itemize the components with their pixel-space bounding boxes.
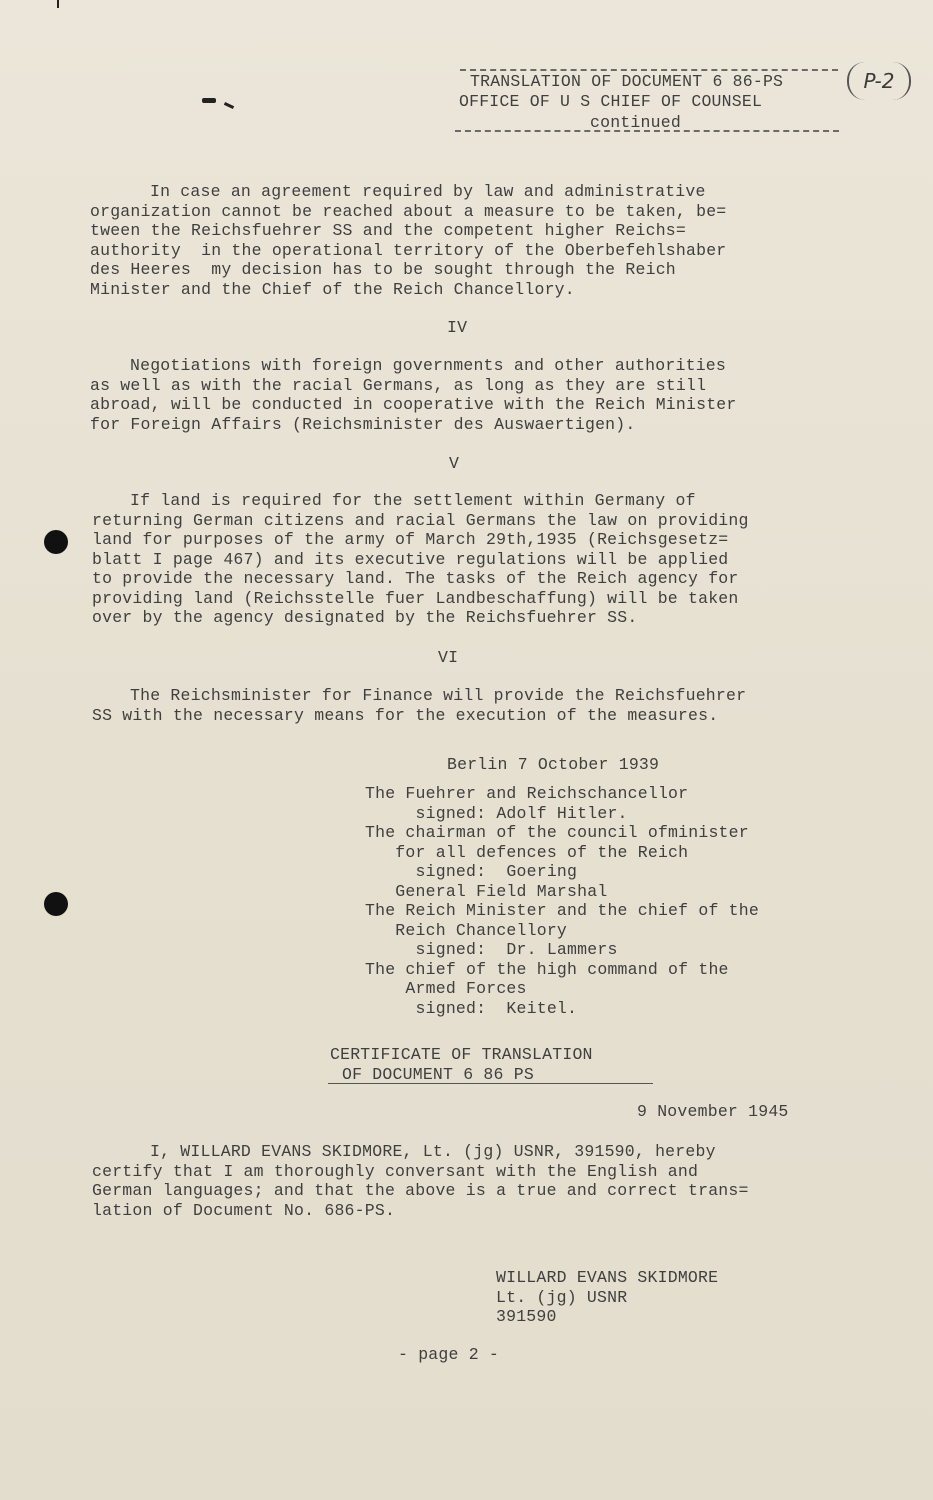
ink-mark xyxy=(57,0,59,8)
header-rule-top xyxy=(460,69,838,71)
ink-mark xyxy=(202,98,216,103)
signature-line: General Field Marshal xyxy=(365,881,608,901)
certificate-body xyxy=(92,1142,749,1220)
page-number: - page 2 - xyxy=(398,1345,500,1364)
section-heading-iv: IV xyxy=(447,318,468,337)
header-line-3: continued xyxy=(590,113,681,132)
text-line: abroad, will be conducted in cooperative with the Reich Minister xyxy=(90,395,737,414)
text-line: providing land (Reichsstelle fuer Landbeschaffung) will be taken xyxy=(92,588,739,608)
signature-line: signed: Keitel. xyxy=(365,998,578,1018)
text-line: organization cannot be reached about a measure to be taken, be= xyxy=(90,201,727,221)
text-line: The Reichsminister for Finance will provide the Reichsfuehrer xyxy=(130,686,747,705)
text-line: In case an agreement required by law and administrative xyxy=(150,182,706,201)
signature-line: The chairman of the council ofminister xyxy=(365,823,749,842)
paragraph-1 xyxy=(90,182,726,299)
place-date: Berlin 7 October 1939 xyxy=(447,755,660,774)
text-line: blatt I page 467) and its executive regulations will be applied xyxy=(92,549,729,569)
signature-block xyxy=(365,784,759,1018)
text-line: authority in the operational territory of the Oberbefehlshaber xyxy=(90,240,727,260)
certificate-title: CERTIFICATE OF TRANSLATION xyxy=(330,1045,593,1064)
header-line-2: OFFICE OF U S CHIEF OF COUNSEL xyxy=(459,92,763,111)
signer-block xyxy=(496,1268,718,1327)
signature-line: Armed Forces xyxy=(365,979,527,998)
text-line: land for purposes of the army of March 29th,1935 (Reichsgesetz= xyxy=(92,530,729,549)
signer-line: WILLARD EVANS SKIDMORE xyxy=(496,1268,719,1287)
text-line: to provide the necessary land. The tasks of the Reich agency for xyxy=(92,569,739,588)
signature-line: Reich Chancellory xyxy=(365,920,568,940)
header-rule-bottom xyxy=(455,130,839,132)
signature-line: signed: Adolf Hitler. xyxy=(365,803,628,823)
certificate-subtitle: OF DOCUMENT 6 86 PS xyxy=(342,1065,534,1084)
text-line: Negotiations with foreign governments and other authorities xyxy=(130,356,726,375)
header-line-1: TRANSLATION OF DOCUMENT 6 86-PS xyxy=(470,72,784,91)
text-line: I, WILLARD EVANS SKIDMORE, Lt. (jg) USNR, 391590, hereby xyxy=(150,1142,716,1161)
certificate-underline xyxy=(328,1083,653,1084)
page-stamp: P-2 xyxy=(847,62,911,100)
ink-mark xyxy=(224,102,234,109)
text-line: tween the Reichsfuehrer SS and the competent higher Reichs= xyxy=(90,221,686,240)
signer-line: 391590 xyxy=(496,1307,557,1326)
text-line: lation of Document No. 686-PS. xyxy=(92,1200,396,1220)
text-line: returning German citizens and racial Germans the law on providing xyxy=(92,510,749,530)
signature-line: signed: Goering xyxy=(365,862,578,881)
text-line: over by the agency designated by the Reichsfuehrer SS. xyxy=(92,608,638,627)
signature-line: for all defences of the Reich xyxy=(365,842,689,862)
section-heading-vi: VI xyxy=(438,648,459,667)
signature-line: signed: Dr. Lammers xyxy=(365,940,618,959)
text-line: des Heeres my decision has to be sought through the Reich xyxy=(90,260,676,279)
paragraph-2 xyxy=(90,356,737,434)
paragraph-4 xyxy=(92,686,746,725)
section-heading-v: V xyxy=(449,454,460,473)
signature-line: The chief of the high command of the xyxy=(365,959,729,979)
text-line: German languages; and that the above is a true and correct trans= xyxy=(92,1181,749,1200)
text-line: SS with the necessary means for the execution of the measures. xyxy=(92,705,719,725)
signature-line: The Reich Minister and the chief of the xyxy=(365,901,759,920)
text-line: certify that I am thoroughly conversant with the English and xyxy=(92,1161,699,1181)
signature-line: The Fuehrer and Reichschancellor xyxy=(365,784,689,803)
punch-hole xyxy=(44,892,68,916)
text-line: Minister and the Chief of the Reich Chancellory. xyxy=(90,279,575,299)
punch-hole xyxy=(44,530,68,554)
paragraph-3 xyxy=(92,491,749,628)
certificate-date: 9 November 1945 xyxy=(637,1102,789,1121)
text-line: as well as with the racial Germans, as long as they are still xyxy=(90,375,707,395)
signer-line: Lt. (jg) USNR xyxy=(496,1287,628,1307)
text-line: for Foreign Affairs (Reichsminister des Auswaertigen). xyxy=(90,414,636,434)
text-line: If land is required for the settlement within Germany of xyxy=(130,491,696,510)
